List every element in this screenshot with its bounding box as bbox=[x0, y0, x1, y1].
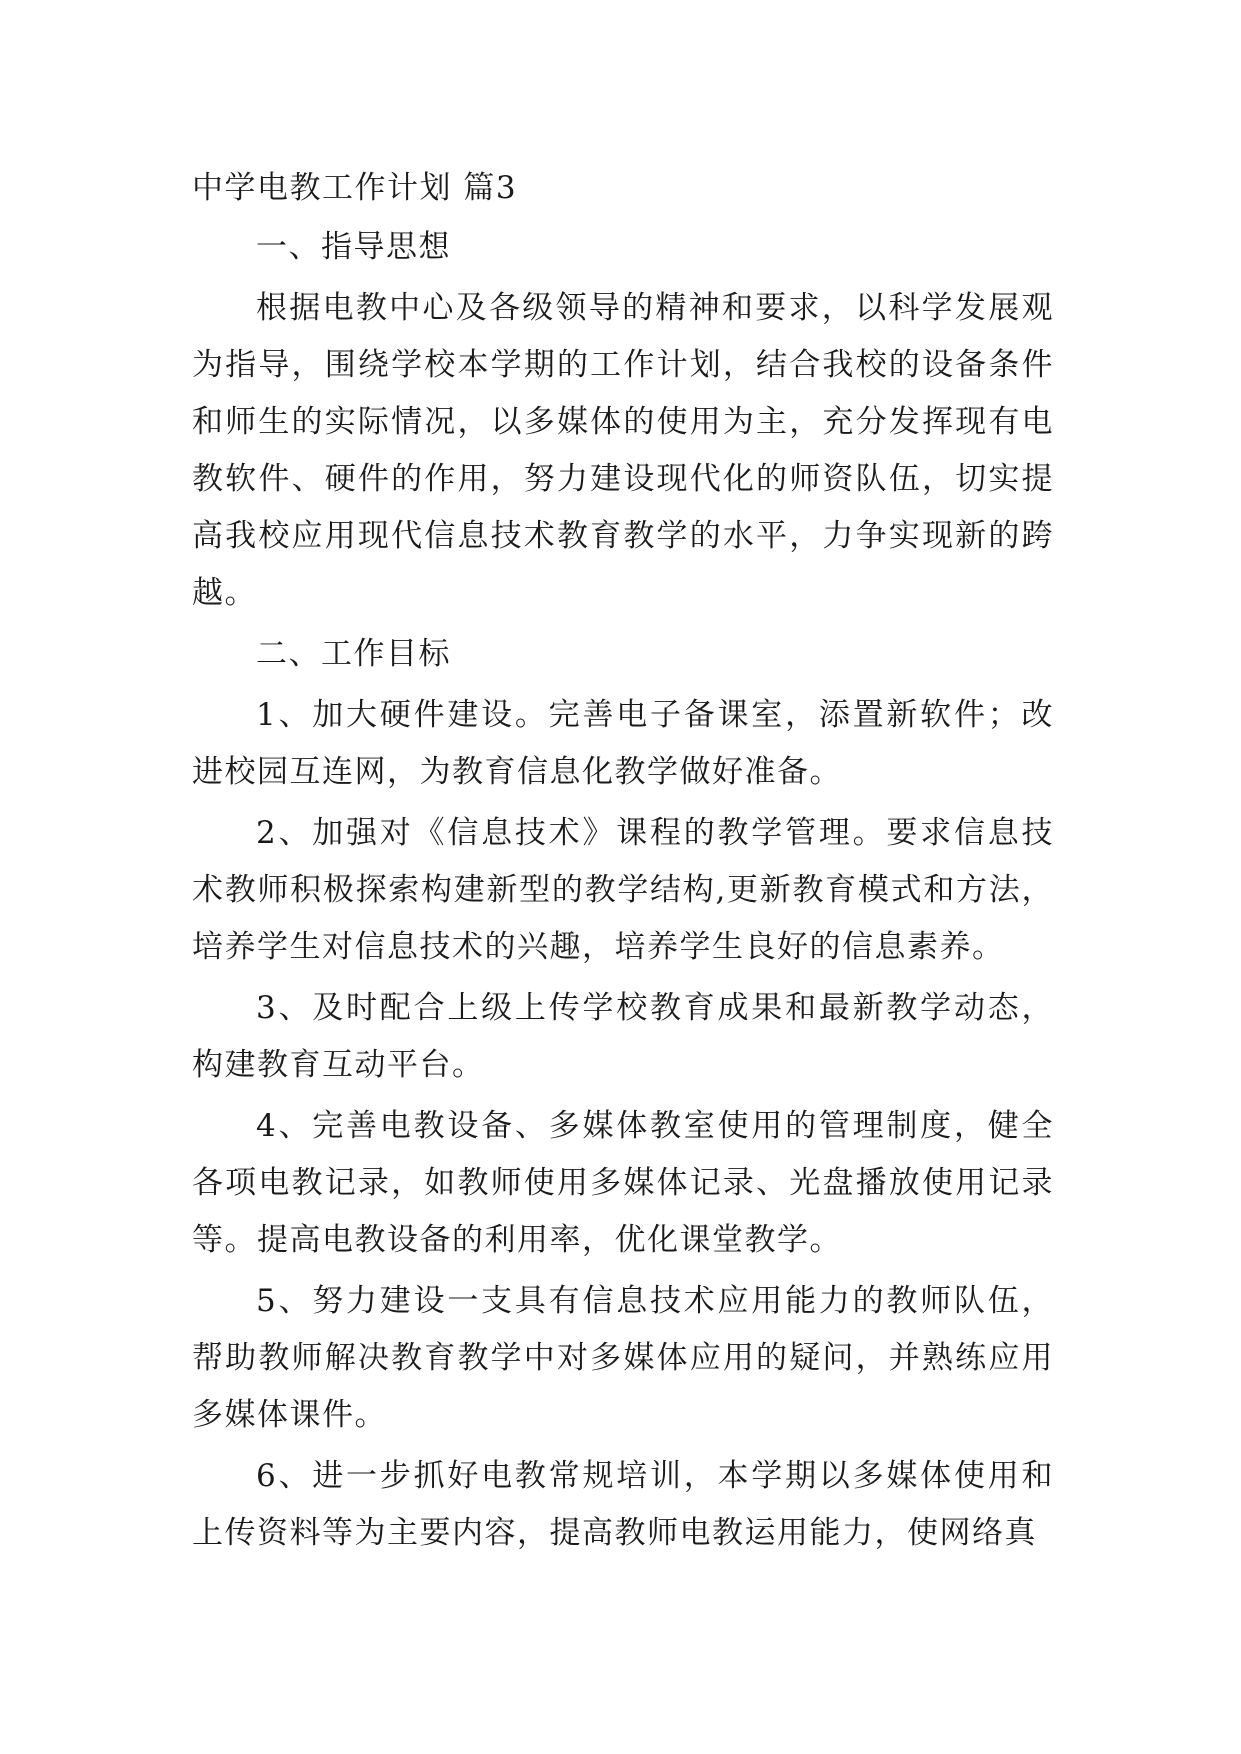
paragraph-guiding-ideology: 根据电教中心及各级领导的精神和要求，以科学发展观为指导，围绕学校本学期的工作计划，结合我校的设备条件和师生的实际情况，以多媒体的使用为主，充分发挥现有电教软件、硬件的作用，努力建设现代化的师资队伍，切实提高我校应用现代信息技术教育教学的水平，力争实现新的跨越。 bbox=[192, 290, 1054, 611]
goal-item-3: 3、及时配合上级上传学校教育成果和最新教学动态，构建教育互动平台。 bbox=[192, 990, 1054, 1083]
goal-item-6: 6、进一步抓好电教常规培训，本学期以多媒体使用和上传资料等为主要内容，提高教师电教运用能力，使网络真 bbox=[192, 1458, 1054, 1551]
document-title: 中学电教工作计划 篇3 bbox=[192, 170, 518, 206]
goal-item-2: 2、加强对《信息技术》课程的教学管理。要求信息技术教师积极探索构建新型的教学结构,更新教育模式和方法，培养学生对信息技术的兴趣，培养学生良好的信息素养。 bbox=[192, 815, 1054, 965]
goal-item-4: 4、完善电教设备、多媒体教室使用的管理制度，健全各项电教记录，如教师使用多媒体记录、光盘播放使用记录等。提高电教设备的利用率，优化课堂教学。 bbox=[192, 1108, 1054, 1258]
goal-item-5: 5、努力建设一支具有信息技术应用能力的教师队伍，帮助教师解决教育教学中对多媒体应用的疑问，并熟练应用多媒体课件。 bbox=[192, 1283, 1054, 1433]
section-heading-guiding-ideology: 一、指导思想 bbox=[256, 229, 451, 265]
section-heading-work-goals: 二、工作目标 bbox=[256, 636, 451, 672]
document-body bbox=[192, 160, 1054, 1566]
goal-item-1: 1、加大硬件建设。完善电子备课室，添置新软件；改进校园互连网，为教育信息化教学做好准备。 bbox=[192, 697, 1054, 790]
